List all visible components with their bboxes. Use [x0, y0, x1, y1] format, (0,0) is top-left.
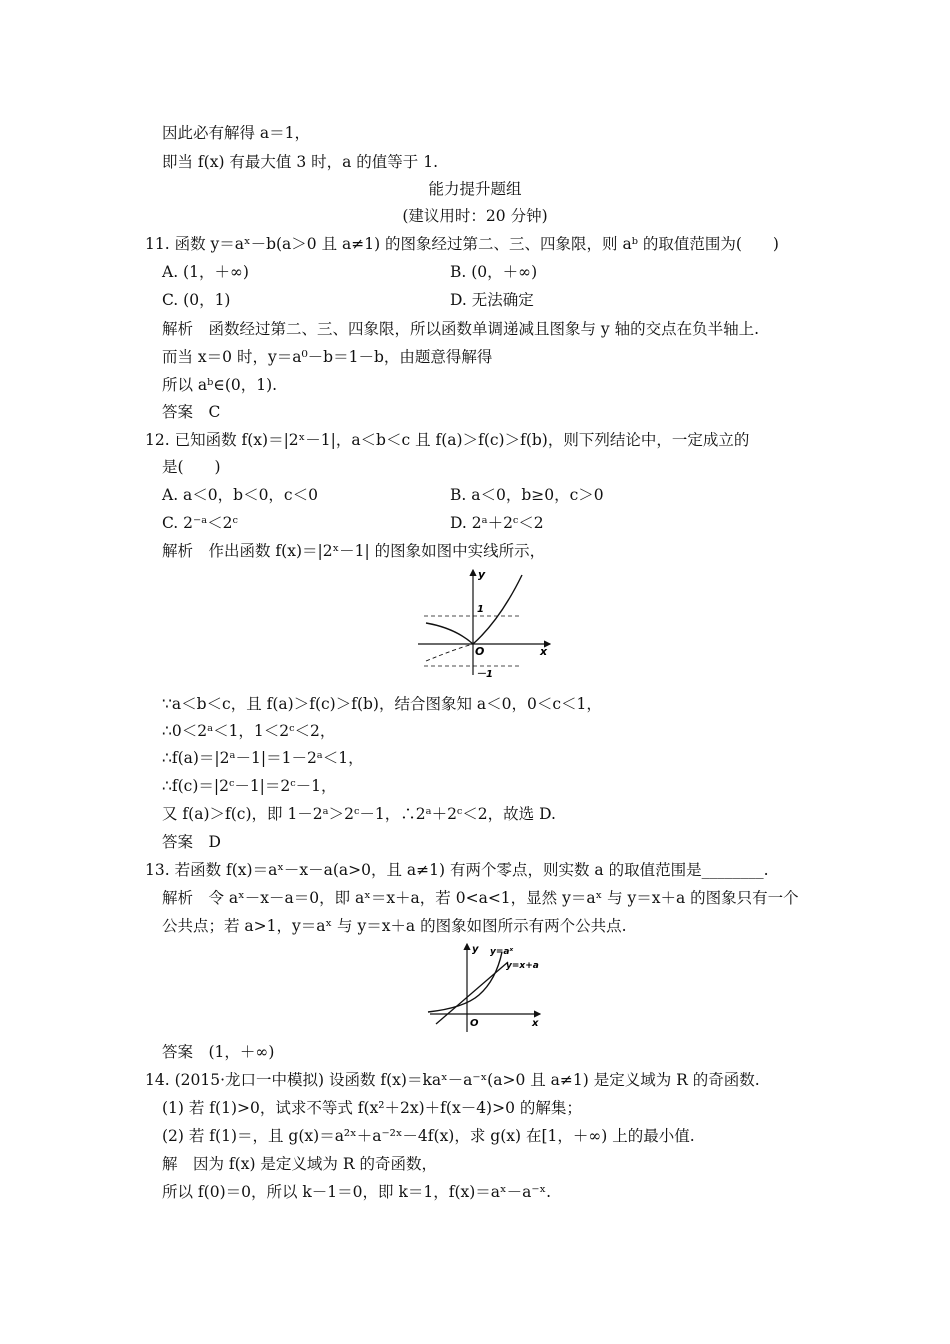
option-a: A. a＜0，b＜0，c＜0 — [162, 486, 318, 504]
section-subtitle: (建议用时：20 分钟) — [402, 207, 548, 225]
option-c: C. 2⁻ᵃ＜2ᶜ — [162, 514, 238, 532]
solution-line: ∴f(a)＝|2ᵃ－1|＝1－2ᵃ＜1， — [162, 749, 364, 767]
section-title: 能力提升题组 — [428, 180, 522, 198]
answer: 答案 D — [162, 833, 221, 851]
option-d: D. 2ᵃ＋2ᶜ＜2 — [450, 514, 544, 532]
solution-line: 而当 x＝0 时，y＝a⁰－b＝1－b，由题意得解得 — [162, 348, 493, 366]
graph-abs-exponential-svg — [410, 565, 560, 680]
tick-label: 1 — [477, 604, 484, 615]
line-x-plus-a — [436, 962, 508, 1024]
graph-abs-exponential — [410, 565, 560, 684]
question-12: 12. 已知函数 f(x)＝|2ˣ－1|，a＜b＜c 且 f(a)＞f(c)＞f(b)，则下列结论中，一定成立的 — [145, 431, 750, 449]
solution-line: ∴f(c)＝|2ᶜ－1|＝2ᶜ－1， — [162, 777, 337, 795]
graph-exponential-line-svg — [424, 940, 554, 1035]
question-12-cont: 是( ) — [162, 458, 221, 476]
line-label: y=x+a — [506, 961, 539, 971]
solution-line: 解析 作出函数 f(x)＝|2ˣ－1| 的图象如图中实线所示， — [162, 542, 546, 560]
solution-line: 又 f(a)＞f(c)，即 1－2ᵃ＞2ᶜ－1，∴2ᵃ＋2ᶜ＜2，故选 D. — [162, 805, 556, 823]
solution-line: 所以 aᵇ∈(0，1). — [162, 376, 278, 394]
answer: 答案 C — [162, 403, 221, 421]
x-axis-label: x — [540, 645, 548, 658]
text-line: 因此必有解得 a＝1， — [162, 124, 311, 142]
graph-exponential-line — [424, 940, 554, 1039]
solution-line: 解析 函数经过第二、三、四象限，所以函数单调递减且图象与 y 轴的交点在负半轴上. — [162, 320, 760, 338]
option-b: B. a＜0，b≥0，c＞0 — [450, 486, 604, 504]
solution-line: 所以 f(0)＝0，所以 k－1＝0，即 k＝1，f(x)＝aˣ－a⁻ˣ. — [162, 1183, 552, 1201]
option-a: A. (1，＋∞) — [162, 263, 249, 281]
y-axis-label: y — [478, 568, 486, 581]
curve-exponential — [428, 952, 502, 1012]
solution-line: 公共点；若 a>1，y＝aˣ 与 y＝x＋a 的图象如图所示有两个公共点. — [162, 917, 627, 935]
solution-line: ∵a＜b＜c，且 f(a)＞f(c)＞f(b)，结合图象知 a＜0，0＜c＜1， — [162, 695, 602, 713]
x-axis-label: x — [532, 1018, 539, 1029]
solid-curve-left — [426, 623, 473, 644]
option-d: D. 无法确定 — [450, 291, 534, 309]
question-part: (1) 若 f(1)>0，试求不等式 f(x²＋2x)＋f(x－4)>0 的解集； — [162, 1099, 582, 1117]
curve-label: y=aˣ — [490, 947, 514, 957]
y-axis-label: y — [472, 944, 479, 955]
tick-label: －1 — [476, 669, 493, 680]
dashed-curve — [426, 644, 473, 661]
solution-line: 解 因为 f(x) 是定义域为 R 的奇函数， — [162, 1155, 437, 1173]
question-14: 14. (2015·龙口一中模拟) 设函数 f(x)＝kaˣ－a⁻ˣ(a>0 且 a≠1) 是定义域为 R 的奇函数. — [145, 1071, 760, 1089]
solution-line: ∴0＜2ᵃ＜1，1＜2ᶜ＜2， — [162, 722, 336, 740]
text-line: 即当 f(x) 有最大值 3 时，a 的值等于 1. — [162, 153, 439, 171]
solution-line: 解析 令 aˣ－x－a＝0，即 aˣ＝x＋a，若 0<a<1，显然 y＝aˣ 与 y＝x＋a 的图象只有一个 — [162, 889, 799, 907]
answer: 答案 (1，＋∞) — [162, 1043, 275, 1061]
origin-label: O — [475, 645, 485, 658]
option-b: B. (0，＋∞) — [450, 263, 538, 281]
origin-label: O — [470, 1018, 479, 1029]
question-part: (2) 若 f(1)＝，且 g(x)＝a²ˣ＋a⁻²ˣ－4f(x)，求 g(x) 在[1，＋∞) 上的最小值. — [162, 1127, 695, 1145]
question-11: 11. 函数 y＝aˣ－b(a＞0 且 a≠1) 的图象经过第二、三、四象限，则 aᵇ 的取值范围为( ) — [145, 235, 779, 253]
option-c: C. (0，1) — [162, 291, 231, 309]
question-13: 13. 若函数 f(x)＝aˣ－x－a(a>0，且 a≠1) 有两个零点，则实数 a 的取值范围是________. — [145, 861, 769, 879]
